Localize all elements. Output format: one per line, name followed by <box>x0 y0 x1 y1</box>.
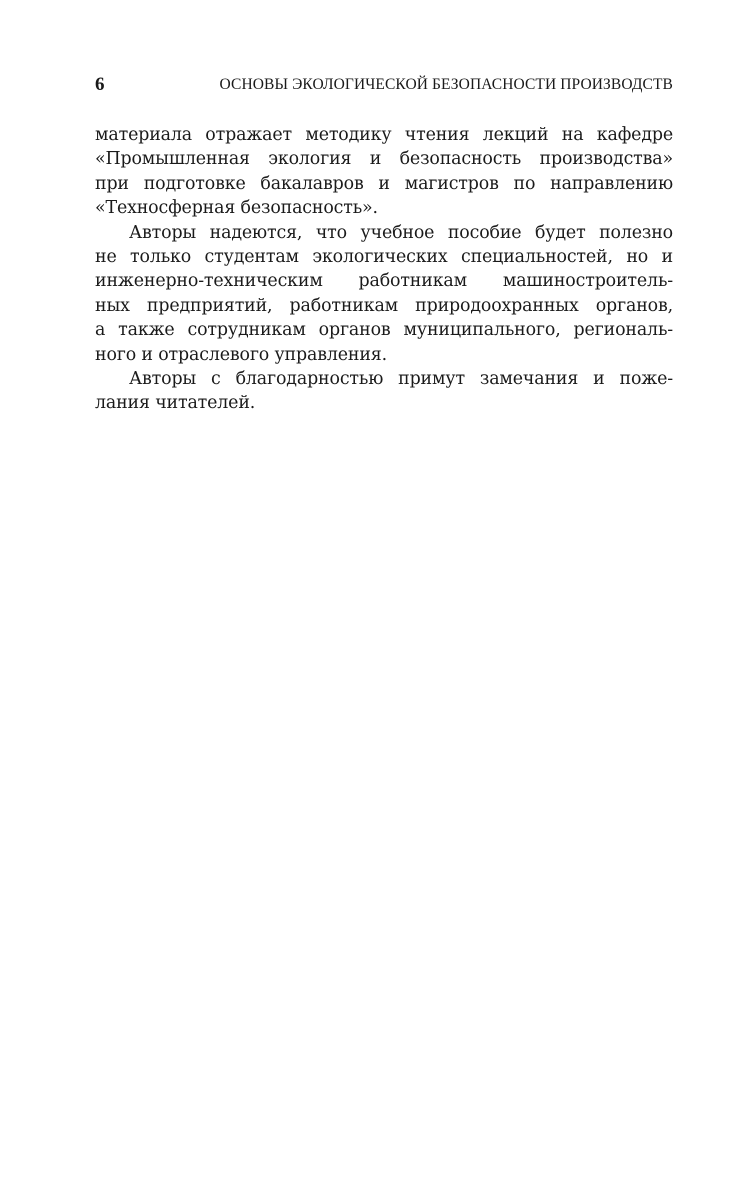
text-line: материала отражает методику чтения лекций на кафедре <box>95 125 673 145</box>
text-line: не только студентам экологических специальностей, но и <box>95 246 673 267</box>
text-line: лания читателей. <box>95 393 256 414</box>
text-line: инженерно-техническим работникам машиностроитель- <box>95 271 673 292</box>
text-line: Авторы с благодарностью примут замечания и поже- <box>129 368 673 389</box>
running-head <box>95 72 673 98</box>
text-line: ного и отраслевого управления. <box>95 344 387 365</box>
text-line: «Техносферная безопасность». <box>95 198 378 219</box>
text-line: а также сотрудникам органов муниципального, региональ- <box>95 320 673 341</box>
text-line: при подготовке бакалавров и магистров по направлению <box>95 173 673 194</box>
text-line: Авторы надеются, что учебное пособие будет полезно <box>129 222 673 243</box>
running-title: ОСНОВЫ ЭКОЛОГИЧЕСКОЙ БЕЗОПАСНОСТИ ПРОИЗВОДСТВ <box>219 76 673 93</box>
paragraph-2 <box>95 221 673 367</box>
text-line: «Промышленная экология и безопасность производства» <box>95 149 673 170</box>
page-number: 6 <box>95 74 105 95</box>
paragraph-3 <box>95 367 673 416</box>
body-text <box>95 123 673 416</box>
paragraph-1 <box>95 123 673 221</box>
text-line: ных предприятий, работникам природоохранных органов, <box>95 295 673 316</box>
